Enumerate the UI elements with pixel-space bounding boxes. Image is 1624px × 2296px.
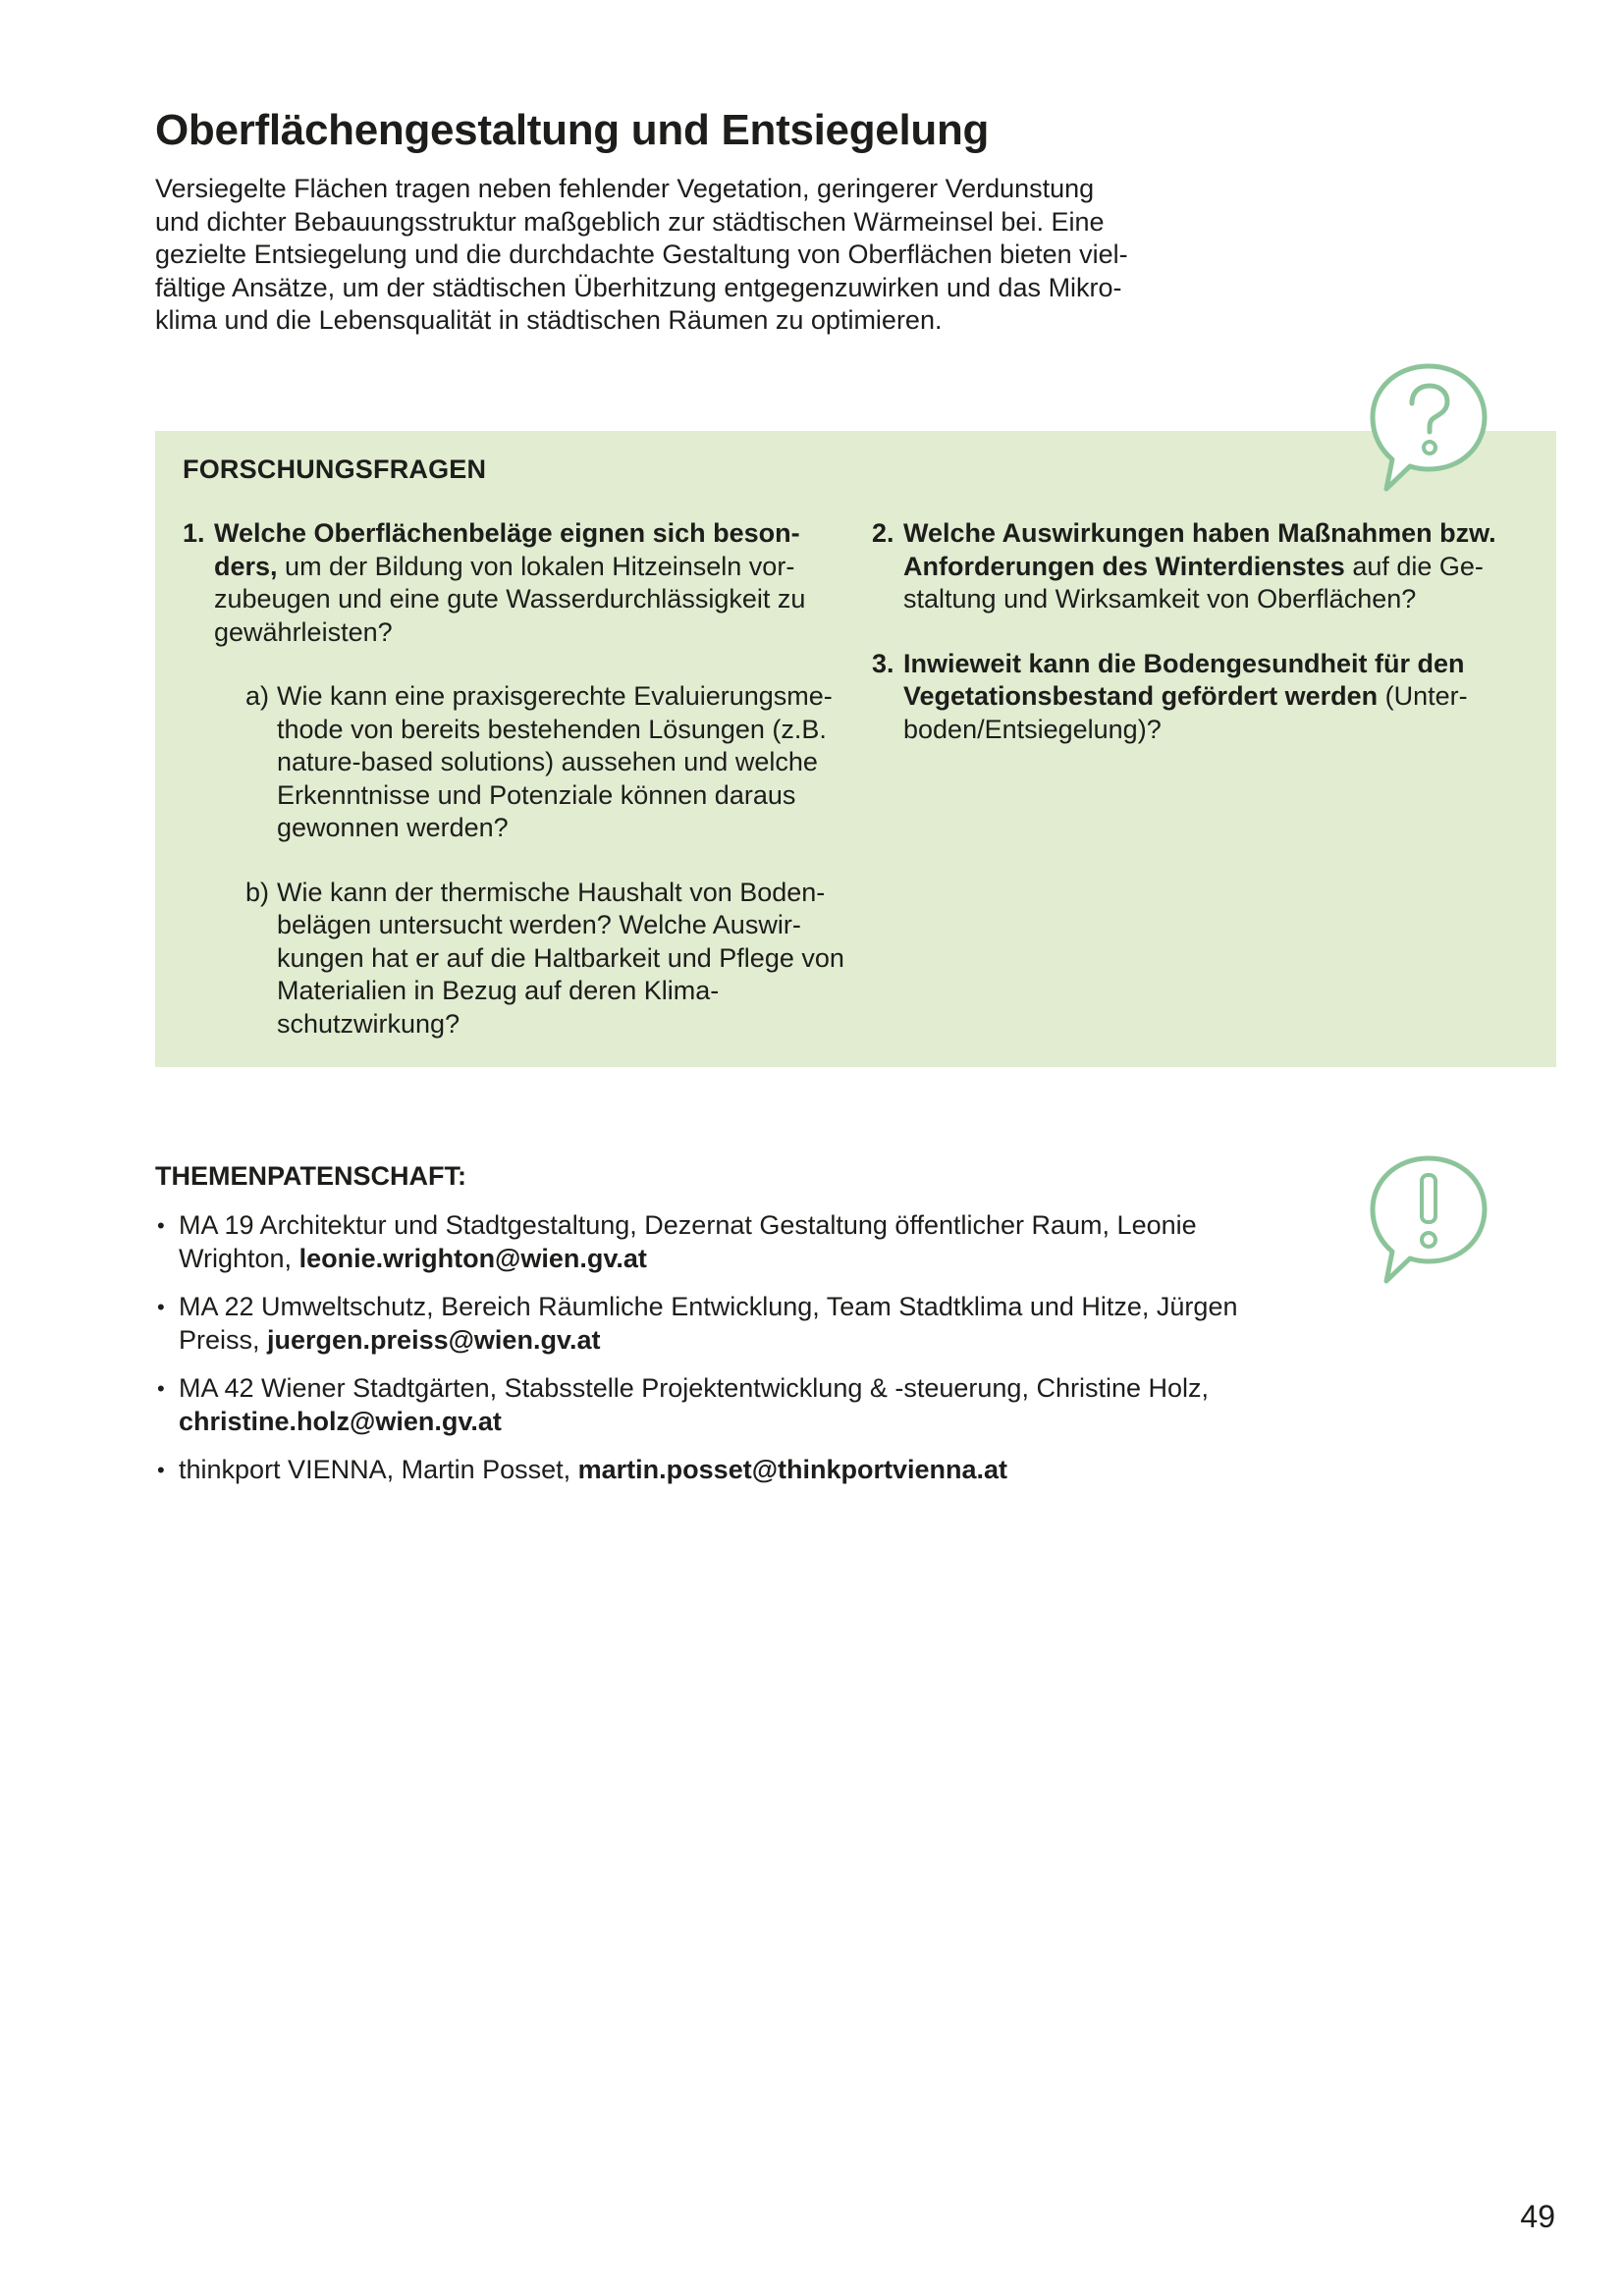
question-text: um der Bildung von lokalen Hitzeinseln vor- zubeugen und eine gute Wasserdurchlässigkeit zu gewährleisten? [214, 551, 806, 647]
intro-line: fältige Ansätze, um der städtischen Überhitzung entgegenzuwirken und das Mikro- [155, 272, 1122, 302]
question-number: 2. [872, 518, 894, 548]
sponsor-email: martin.posset@thinkportvienna.at [577, 1455, 1008, 1484]
intro-line: klima und die Lebensqualität in städtischen Räumen zu optimieren. [155, 305, 943, 335]
research-question-2 [872, 517, 1540, 616]
research-question-3 [872, 648, 1540, 747]
research-question-1 [183, 517, 850, 1041]
research-column-left [183, 517, 850, 1072]
list-item [155, 1454, 1284, 1487]
research-subquestion-a [214, 680, 850, 845]
sponsorship-list [155, 1209, 1284, 1503]
question-number: 1. [183, 518, 205, 548]
question-number: 3. [872, 648, 894, 678]
subquestion-label: a) [245, 681, 270, 711]
sponsorship-heading: THEMENPATENSCHAFT: [155, 1161, 466, 1191]
intro-line: gezielte Entsiegelung und die durchdachte Gestaltung von Oberflächen bieten viel- [155, 240, 1128, 269]
sponsor-text: thinkport VIENNA, Martin Posset, [179, 1455, 578, 1484]
intro-paragraph [155, 173, 1225, 338]
question-text: (Unter- boden/Entsiegelung)? [903, 681, 1468, 744]
research-heading: FORSCHUNGSFRAGEN [183, 454, 487, 484]
sponsor-text: MA 19 Architektur und Stadtgestaltung, Dezernat Gestaltung öffentlicher Raum, Leonie Wrighton, [179, 1210, 1197, 1273]
sponsor-email: leonie.wrighton@wien.gv.at [298, 1243, 647, 1273]
page-number: 49 [1520, 2199, 1555, 2234]
question-bold-text: Welche Auswirkungen haben Maßnahmen bzw. Anforderungen des Winterdienstes [903, 518, 1496, 581]
intro-line: Versiegelte Flächen tragen neben fehlender Vegetation, geringerer Verdunstung [155, 174, 1095, 203]
exclamation-speech-bubble-icon [1365, 1153, 1492, 1291]
research-column-right [872, 517, 1540, 777]
subquestion-text: Wie kann der thermische Haushalt von Boden- belägen untersucht werden? Welche Auswir- kungen hat er auf die Haltbarkeit und Pflege von Materialien in Bezug auf deren Klima- schutzwirkung? [277, 877, 844, 1039]
list-item [155, 1372, 1284, 1438]
intro-line: und dichter Bebauungsstruktur maßgeblich zur städtischen Wärmeinsel bei. Eine [155, 206, 1105, 237]
question-speech-bubble-icon [1365, 361, 1492, 499]
sponsor-text: MA 22 Umweltschutz, Bereich Räumliche Entwicklung, Team Stadtklima und Hitze, Jürgen Preiss, [179, 1292, 1238, 1355]
question-text: auf die Ge- staltung und Wirksamkeit von Oberflächen? [903, 551, 1484, 614]
research-subquestion-b [214, 877, 850, 1041]
subquestion-label: b) [245, 877, 270, 907]
page-title: Oberflächengestaltung und Entsiegelung [155, 106, 990, 154]
sponsor-text: MA 42 Wiener Stadtgärten, Stabsstelle Projektentwicklung & -steuerung, Christine Holz, [179, 1373, 1210, 1403]
sponsor-email: juergen.preiss@wien.gv.at [267, 1324, 601, 1355]
list-item [155, 1291, 1284, 1357]
research-questions-box [155, 431, 1556, 1067]
question-bold-text: Welche Oberflächenbeläge eignen sich beson- ders, [214, 518, 800, 581]
sponsor-email: christine.holz@wien.gv.at [179, 1406, 502, 1436]
question-bold-text: Inwieweit kann die Bodengesundheit für den Vegetationsbestand gefördert werden [903, 648, 1465, 711]
subquestion-text: Wie kann eine praxisgerechte Evaluierungsme- thode von bereits bestehenden Lösungen (z.B. nature-based solutions) aussehen und welche Erkenntnisse und Potenziale können daraus gewonnen werden? [277, 681, 833, 842]
list-item [155, 1209, 1284, 1275]
